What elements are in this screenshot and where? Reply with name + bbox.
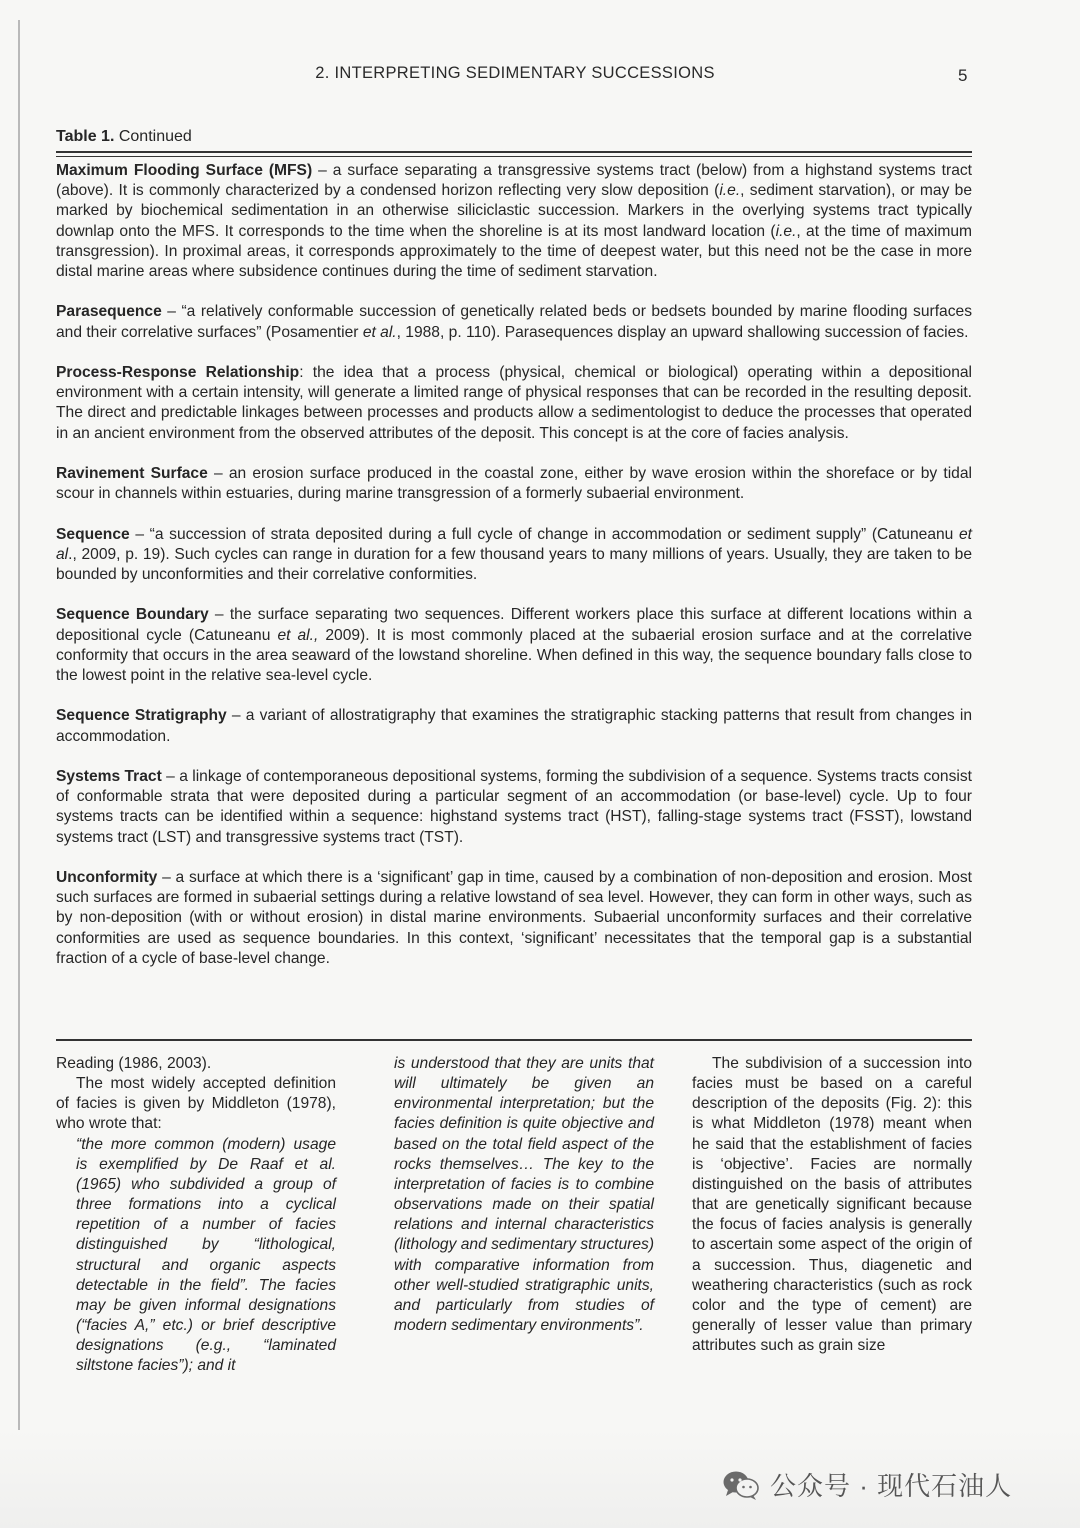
glossary-italic-text: et al [56, 525, 972, 563]
glossary-term: Sequence Stratigraphy [56, 707, 227, 725]
glossary-definition-text: , sediment starvation), or may be marked by biochemical sedimentation in an otherwise siliciclastic succession. Markers in the overlying systems tract typically downlap onto the MFS. It corresponds to the time when the shoreline is at its most landward location ( [56, 182, 972, 240]
glossary-term: Ravinement Surface [56, 465, 208, 482]
glossary-term: Maximum Flooding Surface (MFS) [56, 162, 313, 179]
table-top-rule-thin [56, 156, 972, 157]
col1-quote: “the more common (modern) usage is exemplified by De Raaf et al. (1965) who subdivided a group of three formations into a cyclical repetition of a number of facies distinguished by “lithological, structural and organic aspects detectable in the field”. The facies may be given informal designations (“facies A,” etc.) or brief descriptive designations (e.g., “laminated siltstone facies”); and it [76, 1135, 336, 1375]
col1-paragraph: The most widely accepted definition of facies is given by Middleton (1978), who wrote that: [56, 1075, 336, 1133]
glossary-term: Process-Response Relationship [56, 364, 300, 381]
table-bottom-rule [56, 1039, 972, 1041]
glossary-definition-text: – a linkage of contemporaneous depositional systems, forming the subdivision of a sequence. Systems tracts consist of conformable strata that were deposited during a particular segment of an accommodation (or base-level) cycle. Up to four systems tracts can be identified within a sequence: highstand systems tract (HST), falling-stage systems tract (FSST), lowstand systems tract (LST) and transgressive systems tract (TST). [56, 767, 972, 846]
glossary-definition-text: , 1988, p. 110). Parasequences display an upward shallowing succession of facies. [396, 323, 969, 341]
glossary-definition-text: – the surface separating two sequences. Different workers place this surface at different locations within a depositional cycle (Catuneanu [56, 606, 972, 644]
page-number: 5 [958, 66, 968, 85]
body-column-1 [56, 1054, 336, 1377]
wechat-icon [722, 1469, 760, 1501]
glossary-term: Sequence Boundary [56, 606, 209, 624]
glossary-table [56, 161, 972, 969]
glossary-entry [56, 363, 972, 444]
glossary-definition-text: ., 2009, p. 19). Such cycles can range in duration for a few thousand years to many millions of years. Usually, they are taken to be bounded by unconformities and their correlative conformities. [56, 545, 972, 583]
glossary-term: Sequence [56, 525, 130, 543]
glossary-definition-text: – a surface at which there is a ‘significant’ gap in time, caused by a combination of non-deposition and erosion. Most such surfaces are formed in subaerial settings during a relative lowstand of sea level. However, they can form in other ways, such as by non-deposition (with or without erosion) in distal marine environments. Subaerial unconformity surfaces and their correlative conformities are used as sequence boundaries. In this context, ‘significant’ necessitates that the temporal gap is a substantial fraction of a cycle of base-level change. [56, 868, 972, 967]
glossary-definition-text: – “a succession of strata deposited during a full cycle of change in accommodation or sediment supply” (Catuneanu [129, 525, 959, 543]
glossary-definition-text: – a surface separating a transgressive systems tract (below) from a highstand systems tract (above). It is commonly characterized by a condensed horizon reflecting very slow deposition ( [56, 162, 973, 200]
table-caption [56, 128, 192, 146]
glossary-definition-text: 2009). It is most commonly placed at the subaerial erosion surface and at the correlative conformity that occurs in the area seaward of the lowstand shoreline. When defined in this way, the sequence boundary falls close to the lowest point in the relative sea-level cycle. [56, 626, 973, 684]
col1-reference-line: Reading (1986, 2003). [56, 1055, 212, 1072]
body-column-3 [692, 1054, 972, 1356]
page-gutter-line [18, 20, 20, 1430]
col2-quote: is understood that they are units that will ultimately be given an environmental interpretation; but the facies definition is quite objective and based on the total field aspect of the rocks themselves… The key to the interpretation of facies is to combine observations made on their spatial relations and internal characteristics (lithology and sedimentary structures) with comparative information from other well-studied stratigraphic units, and particularly from studies of modern sedimentary environments”. [394, 1055, 655, 1335]
glossary-entry [56, 605, 972, 686]
glossary-entry [56, 767, 972, 848]
glossary-definition-text: – “a relatively conformable succession of genetically related beds or bedsets bounded by marine flooding surfaces and their correlative surfaces” (Posamentier [56, 303, 972, 341]
glossary-italic-text: i.e. [775, 222, 797, 240]
table-caption-suffix: Continued [114, 128, 192, 145]
glossary-italic-text: et al., [277, 626, 319, 644]
glossary-entry [56, 868, 972, 969]
glossary-term: Unconformity [56, 868, 158, 886]
body-column-2 [394, 1054, 654, 1336]
watermark-text: 公众号 · 现代石油人 [770, 1471, 1013, 1501]
glossary-definition-text: – an erosion surface produced in the coastal zone, either by wave erosion within the shoreface or by tidal scour in channels within estuaries, during marine transgression of a formerly subaerial environment. [56, 465, 972, 503]
table-caption-label: Table 1. [56, 128, 115, 145]
glossary-italic-text: i.e. [719, 182, 741, 200]
table-top-rule [56, 151, 972, 153]
running-head: 2. INTERPRETING SEDIMENTARY SUCCESSIONS [315, 64, 715, 82]
glossary-entry [56, 464, 972, 504]
glossary-entry [56, 161, 972, 282]
glossary-term: Systems Tract [56, 767, 162, 785]
glossary-entry [56, 706, 972, 746]
glossary-definition-text: : the idea that a process (physical, chemical or biological) operating within a depositional environment with a certain intensity, will generate a limited range of physical responses that can be recorded in the resulting deposit. The direct and predictable linkages between processes and products allow a sedimentologist to deduce the processes that operated in an ancient environment from the observed attributes of the deposit. This concept is at the core of facies analysis. [56, 364, 973, 442]
glossary-entry [56, 302, 972, 342]
glossary-definition-text: – a variant of allostratigraphy that examines the stratigraphic stacking patterns that result from changes in accommodation. [56, 707, 972, 745]
glossary-term: Parasequence [56, 303, 162, 321]
watermark [722, 1466, 1012, 1503]
col3-paragraph: The subdivision of a succession into facies must be based on a careful description of the deposits (Fig. 2): this is what Middleton (1978) meant when he said that the establishment of facies is ‘objective’. Facies are normally distinguished on the basis of attributes that are genetically significant because the focus of facies analysis is generally to ascertain some aspect of the origin of a succession. Thus, diagenetic and weathering characteristics (such as rock color and the type of cement) are generally of lesser value than primary attributes such as grain size [692, 1055, 972, 1355]
glossary-italic-text: et al. [362, 323, 397, 341]
glossary-entry [56, 525, 972, 586]
glossary-definition-text: , at the time of maximum transgression). In proximal areas, it corresponds approximately to the time of deepest water, but this need not be the case in more distal marine areas where subsidence continues during the time of sediment starvation. [56, 222, 973, 281]
